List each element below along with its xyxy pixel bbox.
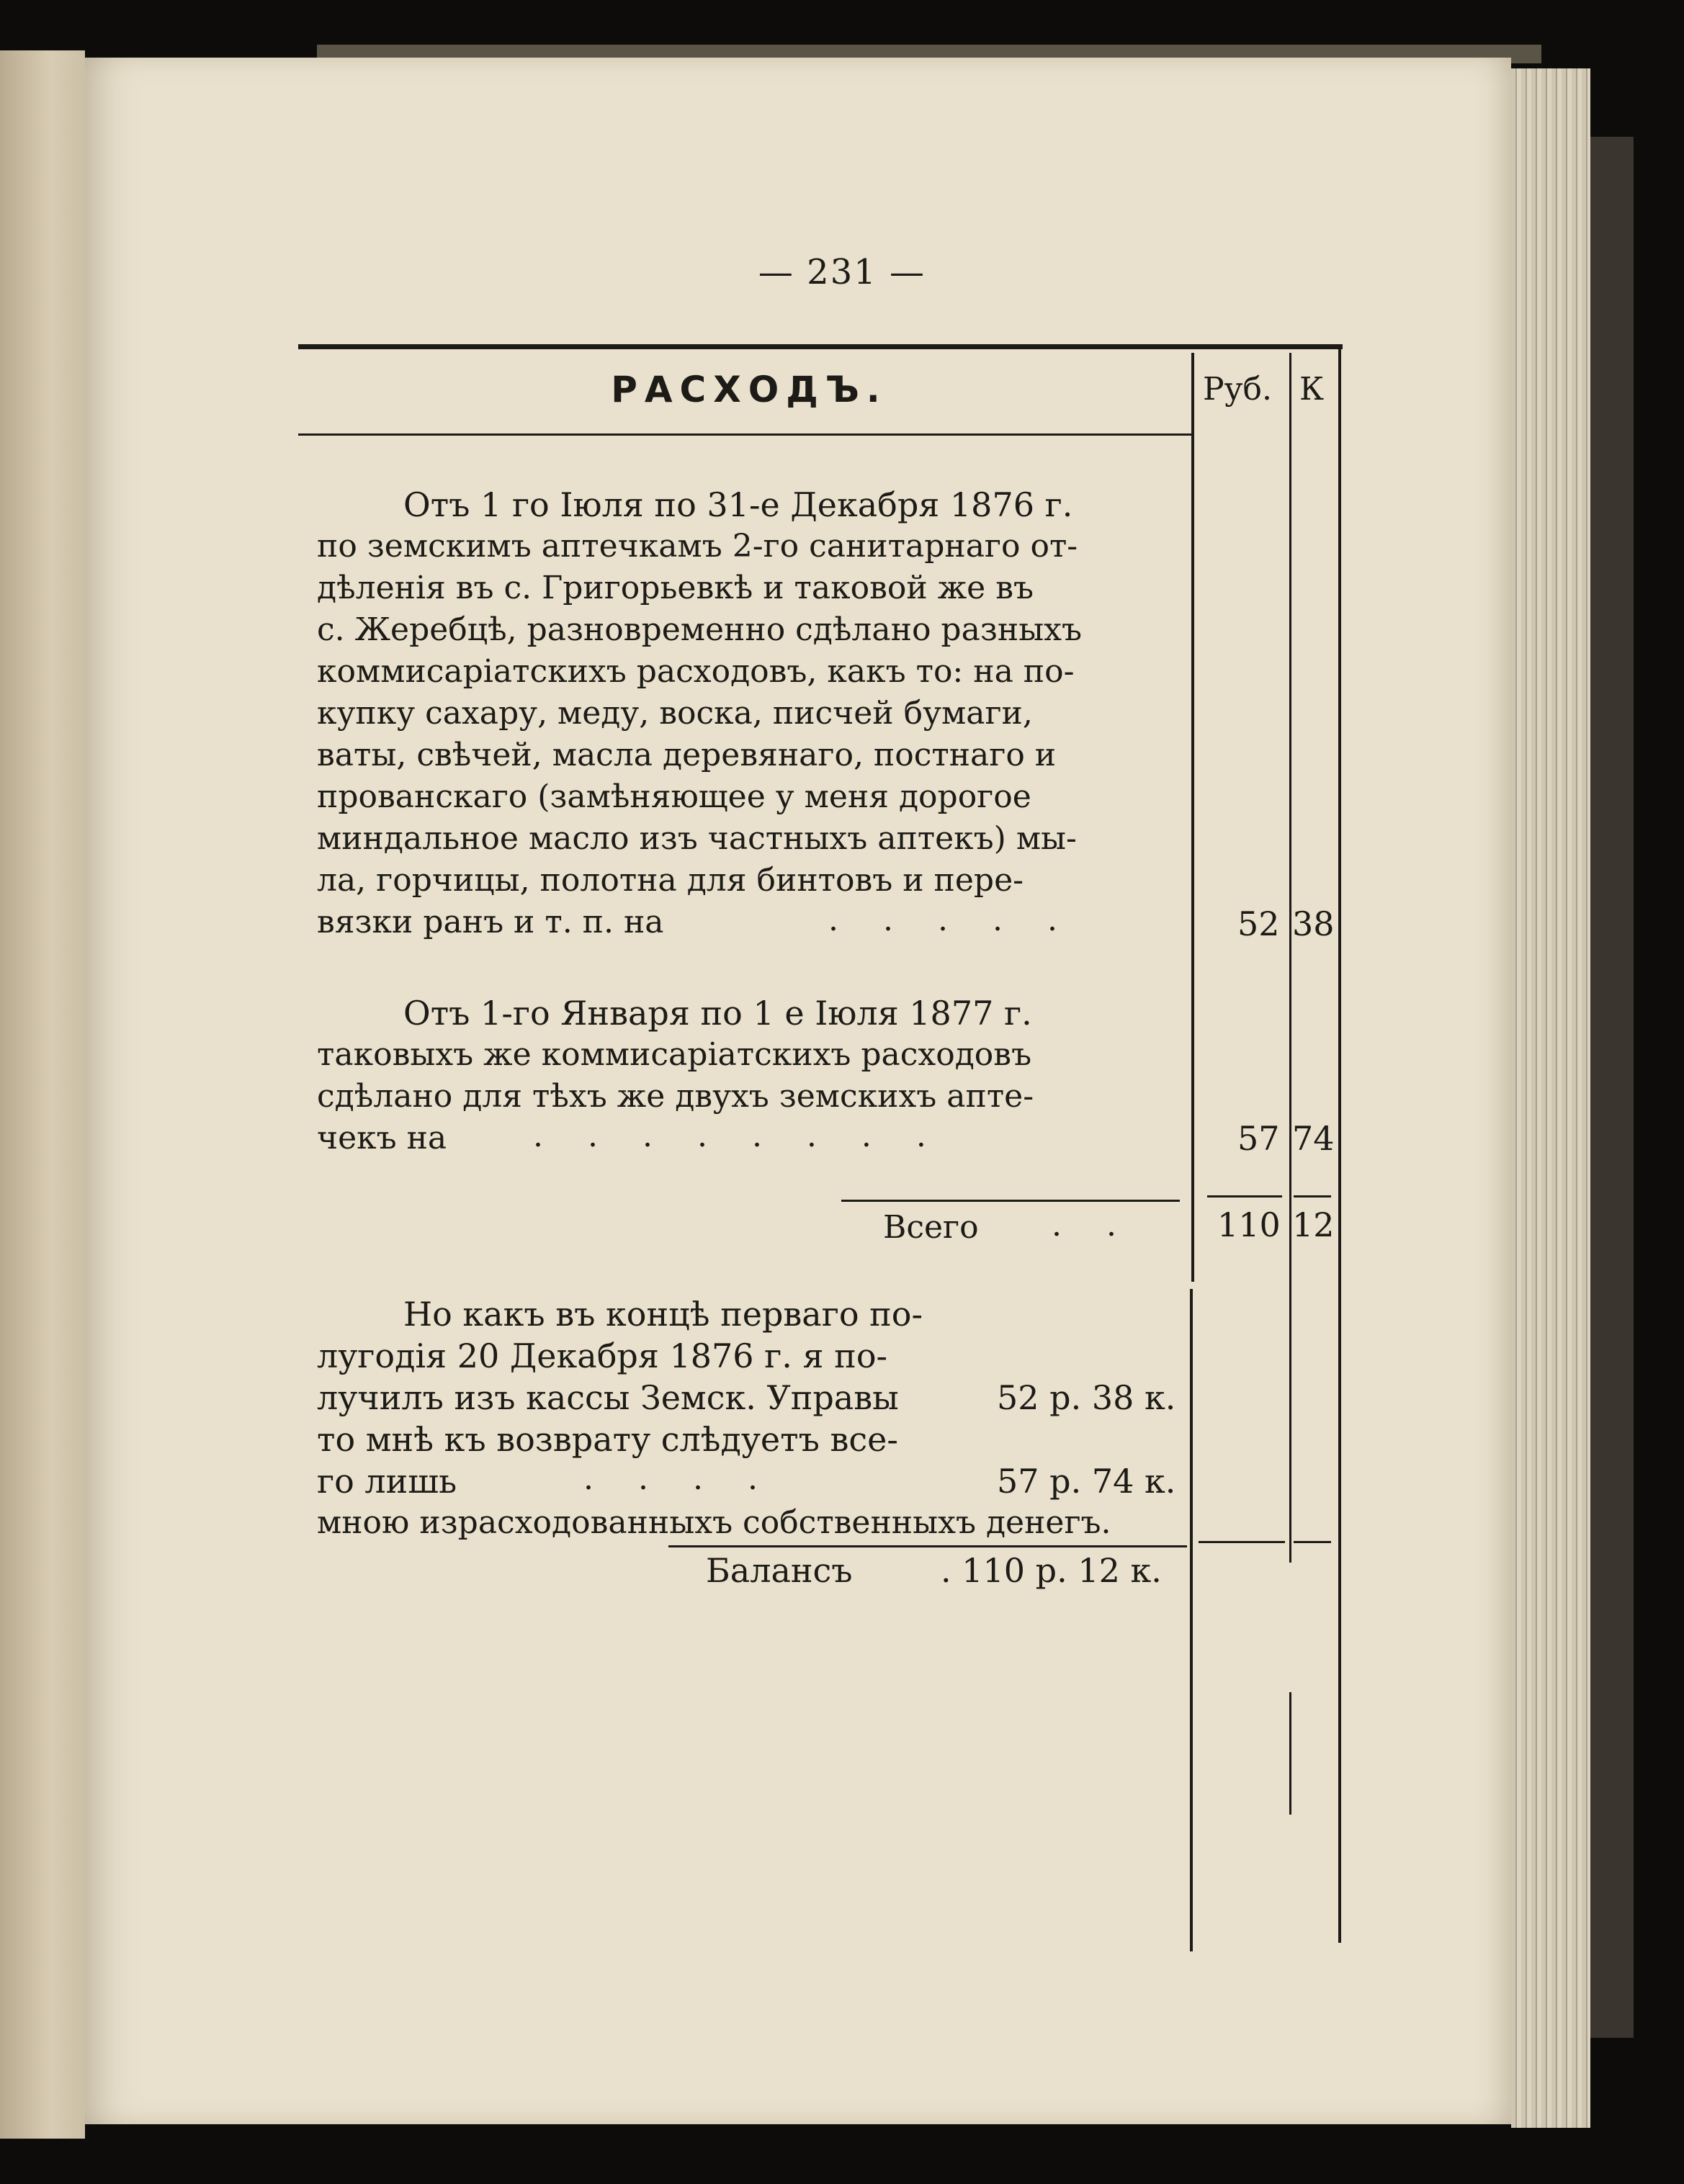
balance-rule <box>668 1545 1187 1547</box>
table-right-rule <box>1338 344 1341 1943</box>
page-title: РАСХОДЪ. <box>611 369 887 410</box>
entry1-line-6: купку сахару, меду, воска, писчей бумаги, <box>317 695 1033 732</box>
total-kop-rule <box>1294 1195 1331 1197</box>
note-line-5: го лишь <box>317 1462 457 1501</box>
entry2-line-2: таковыхъ же коммисаріатскихъ расходовъ <box>317 1036 1032 1073</box>
entry2-line-3: сдѣлано для тѣхъ же двухъ земскихъ апте- <box>317 1078 1034 1115</box>
note-line-2: лугодія 20 Декабря 1876 г. я по- <box>317 1336 888 1375</box>
kop-column-header: К <box>1299 371 1325 408</box>
total-kop: 12 <box>1292 1205 1335 1244</box>
entry2-kop: 74 <box>1292 1119 1335 1158</box>
note-final-line: мною израсходованныхъ собственныхъ денегъ. <box>317 1504 1111 1541</box>
entry1-last-line: вязки ранъ и т. п. на <box>317 904 664 940</box>
page-stack <box>1511 68 1590 2128</box>
entry1-line-2: по земскимъ аптечкамъ 2-го санитарнаго от- <box>317 528 1078 565</box>
entry1-rub: 52 <box>1237 904 1280 943</box>
rub-column-rule-lower <box>1190 1289 1193 1951</box>
balance-kop-rule <box>1294 1541 1331 1543</box>
entry1-line-7: ваты, свѣчей, масла деревянаго, постнаго и <box>317 737 1057 773</box>
note-line-4: то мнѣ къ возврату слѣдуетъ все- <box>317 1420 898 1459</box>
entry1-dots: ..... <box>828 902 1102 938</box>
entry1-line-10: ла, горчицы, полотна для бинтовъ и пере- <box>317 862 1024 899</box>
rub-column-header: Руб. <box>1203 371 1272 408</box>
entry2-rub: 57 <box>1237 1119 1280 1158</box>
note-line-1: Но какъ въ концѣ перваго по- <box>403 1295 923 1334</box>
note-amount-2: 57 р. 74 к. <box>997 1462 1176 1501</box>
entry2-dots: ........ <box>533 1118 971 1154</box>
total-label: Всего <box>883 1209 979 1246</box>
balance-rub-rule <box>1199 1541 1285 1543</box>
total-rub-rule <box>1207 1195 1282 1197</box>
left-page-edge <box>0 50 85 2139</box>
total-dots: .. <box>1052 1207 1161 1244</box>
entry1-line-5: коммисаріатскихъ расходовъ, какъ то: на по- <box>317 653 1075 690</box>
entry1-line-4: с. Жеребцѣ, разновременно сдѣлано разныхъ <box>317 611 1082 648</box>
header-bottom-rule <box>298 433 1191 436</box>
entry1-line-8: прованскаго (замѣняющее у меня дорогое <box>317 778 1031 815</box>
entry1-line-3: дѣленія въ с. Григорьевкѣ и таковой же въ <box>317 570 1034 606</box>
kop-column-rule-lower <box>1289 1692 1291 1815</box>
rub-column-rule <box>1191 353 1194 1282</box>
table-top-rule <box>298 344 1343 349</box>
note-dots: .... <box>583 1460 802 1497</box>
book-cover-board <box>1590 137 1634 2038</box>
balance-amount: . 110 р. 12 к. <box>941 1551 1162 1590</box>
note-amount-1: 52 р. 38 к. <box>997 1378 1176 1417</box>
entry1-kop: 38 <box>1292 904 1335 943</box>
entry1-line-1: Отъ 1 го Іюля по 31-е Декабря 1876 г. <box>403 485 1073 524</box>
kop-column-rule <box>1289 353 1291 1563</box>
note-line-3: лучилъ изъ кассы Земск. Управы <box>317 1378 899 1417</box>
entry2-line-1: Отъ 1-го Января по 1 е Іюля 1877 г. <box>403 994 1032 1033</box>
entry2-last-line: чекъ на <box>317 1120 447 1156</box>
total-rule <box>841 1200 1180 1202</box>
balance-label: Балансъ <box>706 1551 853 1590</box>
page-number: — 231 — <box>758 252 926 292</box>
total-rub: 110 <box>1217 1205 1281 1244</box>
entry1-line-9: миндальное масло изъ частныхъ аптекъ) мы- <box>317 820 1077 857</box>
